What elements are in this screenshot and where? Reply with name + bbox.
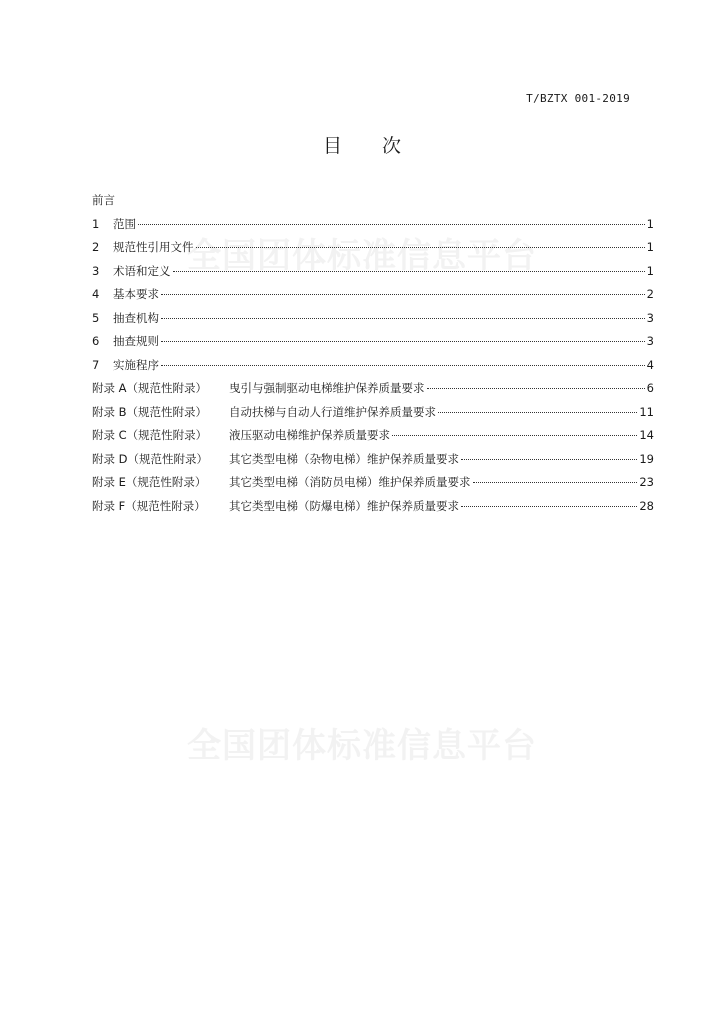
appendix-page: 23 [639,475,654,489]
appendix-title: 其它类型电梯（杂物电梯）维护保养质量要求 [229,451,459,466]
watermark-top: 全国团体标准信息平台 [187,236,537,276]
entry-title: 术语和定义 [113,263,171,278]
appendix-label: 附录 F（规范性附录） [92,498,206,513]
appendix-title: 其它类型电梯（消防员电梯）维护保养质量要求 [229,475,471,489]
dot-leader [173,270,645,272]
entry-number: 2 [92,240,100,254]
dot-leader [473,481,638,483]
entry-page: 1 [646,216,654,231]
document-code: T/BZTX 001-2019 [526,92,630,105]
appendix-label: 附录 B（规范性附录） [92,404,208,419]
dot-leader [161,293,645,295]
appendix-title: 其它类型电梯（防爆电梯）维护保养质量要求 [229,498,459,513]
entry-page: 3 [646,334,654,348]
entry-page: 4 [646,357,654,372]
dot-leader [461,505,637,507]
toc-entry-2[interactable] [92,237,654,261]
appendix-label: 附录 C（规范性附录） [92,428,208,442]
appendix-title: 液压驱动电梯维护保养质量要求 [229,428,390,442]
appendix-title: 曳引与强制驱动电梯维护保养质量要求 [229,381,425,395]
dot-leader [461,458,637,460]
dot-leader [392,434,637,436]
toc-appendix-d[interactable] [92,449,654,473]
toc-entry-4[interactable] [92,284,654,308]
appendix-title: 自动扶梯与自动人行道维护保养质量要求 [229,404,436,419]
dot-leader [196,246,645,248]
toc-appendix-e[interactable] [92,472,654,496]
entry-page: 2 [646,287,654,301]
entry-page: 1 [646,263,654,278]
appendix-label: 附录 D（规范性附录） [92,451,209,466]
toc-appendix-a[interactable] [92,378,654,402]
dot-leader [161,364,645,366]
dot-leader [161,317,645,319]
entry-number: 5 [92,310,100,325]
toc-title-left: 目 [322,135,342,157]
entry-title: 抽查规则 [113,334,159,348]
appendix-page: 14 [639,428,654,442]
appendix-label: 附录 E（规范性附录） [92,475,207,489]
watermark-bottom: 全国团体标准信息平台 [187,726,537,766]
dot-leader [427,387,645,389]
appendix-page: 11 [639,404,654,419]
appendix-page: 19 [639,451,654,466]
appendix-page: 6 [646,381,654,395]
toc-title-right: 次 [382,135,402,157]
toc-entry-5[interactable] [92,308,654,332]
entry-page: 1 [646,240,654,254]
table-of-contents [92,190,654,519]
appendix-label: 附录 A（规范性附录） [92,381,208,395]
toc-entry-3[interactable] [92,261,654,285]
dot-leader [138,223,645,225]
entry-number: 6 [92,334,100,348]
entry-number: 7 [92,357,100,372]
entry-number: 4 [92,287,100,301]
entry-title: 规范性引用文件 [113,240,194,254]
appendix-page: 28 [639,498,654,513]
entry-page: 3 [646,310,654,325]
toc-appendix-f[interactable] [92,496,654,520]
dot-leader [438,411,637,413]
entry-number: 3 [92,263,100,278]
toc-title [0,131,724,158]
entry-title: 范围 [113,216,136,231]
toc-entry-7[interactable] [92,355,654,379]
toc-foreword[interactable]: 前言 [92,193,115,207]
toc-entry-6[interactable] [92,331,654,355]
entry-number: 1 [92,216,100,231]
toc-appendix-b[interactable] [92,402,654,426]
toc-entry-1[interactable] [92,214,654,238]
entry-title: 基本要求 [113,287,159,301]
entry-title: 实施程序 [113,357,159,372]
entry-title: 抽查机构 [113,310,159,325]
dot-leader [161,340,645,342]
toc-appendix-c[interactable] [92,425,654,449]
